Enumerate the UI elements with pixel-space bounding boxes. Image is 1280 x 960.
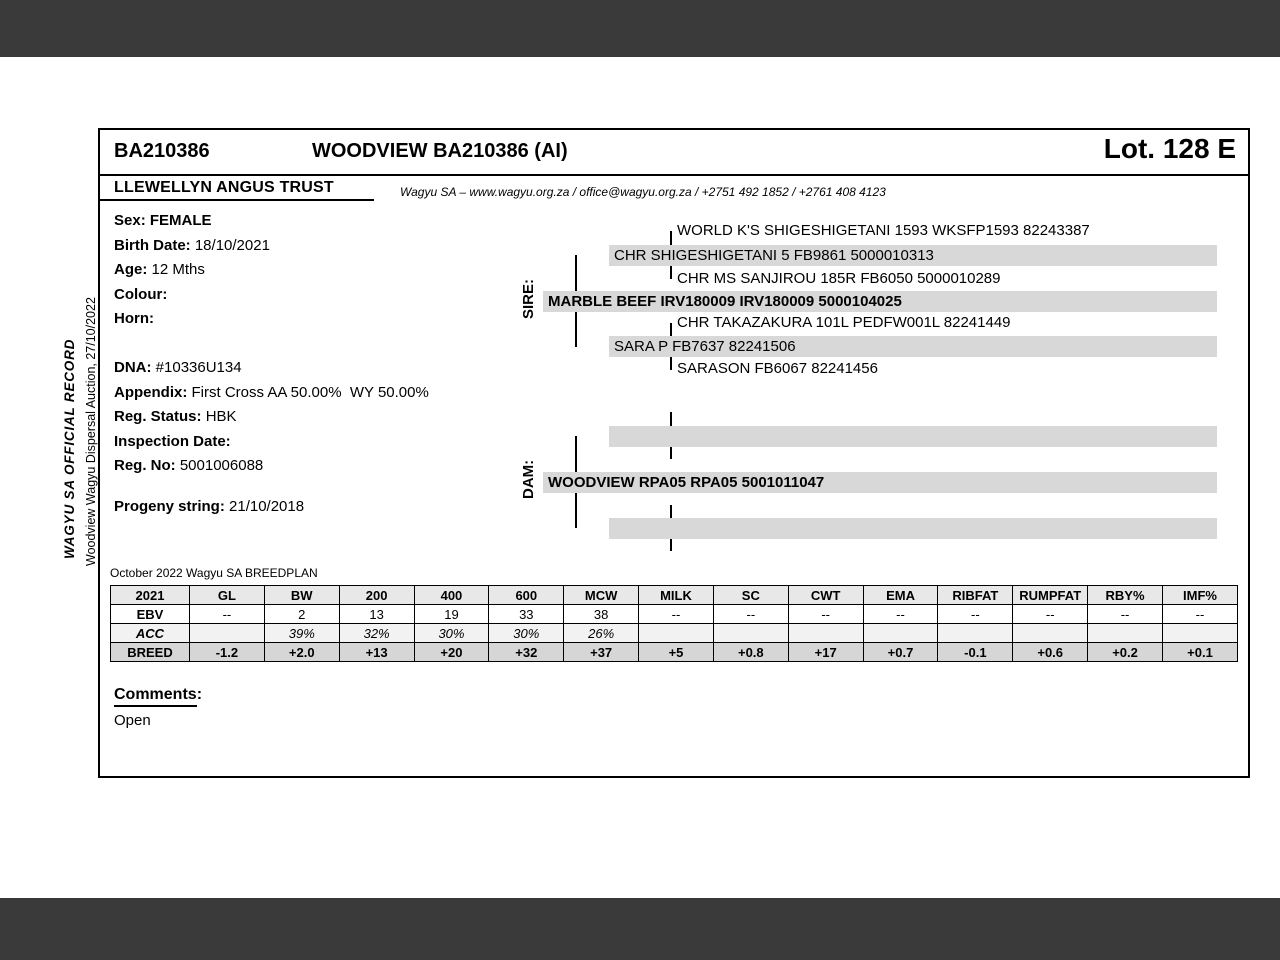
breeder-name: LLEWELLYN ANGUS TRUST (114, 179, 334, 196)
detail-label: DNA: (114, 359, 156, 376)
breedplan-column-header: RIBFAT (938, 586, 1013, 605)
sire-father-bar: CHR SHIGESHIGETANI 5 FB9861 5000010313 (609, 245, 1217, 266)
dam-mother-bar (609, 518, 1217, 539)
breedplan-row-acc (111, 624, 1238, 643)
sire-maternal-grandsire: CHR TAKAZAKURA 101L PEDFW001L 82241449 (677, 314, 1011, 331)
detail-label: Reg. Status: (114, 408, 206, 425)
breedplan-cell: 13 (339, 605, 414, 624)
sire-maternal-granddam: SARASON FB6067 82241456 (677, 360, 878, 377)
breedplan-cell (713, 624, 788, 643)
breedplan-cell: 2 (264, 605, 339, 624)
comments-heading (114, 686, 202, 707)
detail-label: Sex: (114, 212, 150, 229)
official-record-vertical-label: WAGYU SA OFFICIAL RECORD (62, 338, 77, 560)
breedplan-row-label: ACC (111, 624, 190, 643)
detail-value: FEMALE (149, 212, 212, 229)
breedplan-cell: 38 (564, 605, 639, 624)
breedplan-column-header: MCW (564, 586, 639, 605)
breedplan-cell: 32% (339, 624, 414, 643)
sire-name-bar: MARBLE BEEF IRV180009 IRV180009 5000104025 (543, 291, 1217, 312)
breedplan-cell: +2.0 (264, 643, 339, 662)
lot-number: Lot. 128 E (1103, 133, 1236, 164)
detail-label: Horn: (114, 310, 154, 327)
breedplan-cell: -1.2 (190, 643, 265, 662)
breedplan-column-header: SC (713, 586, 788, 605)
comments-value: Open (114, 712, 151, 729)
breedplan-column-header: CWT (788, 586, 863, 605)
dam-father-bar (609, 426, 1217, 447)
breedplan-cell: +5 (639, 643, 714, 662)
breedplan-column-header: 200 (339, 586, 414, 605)
breedplan-cell (1088, 624, 1163, 643)
breedplan-column-header: BW (264, 586, 339, 605)
breedplan-cell: +0.1 (1162, 643, 1237, 662)
detail-label: Age: (114, 261, 152, 278)
pedigree (100, 130, 1248, 776)
comments-section (114, 686, 202, 729)
breedplan-row-ebv (111, 605, 1238, 624)
breedplan-column-header: RUMPFAT (1013, 586, 1088, 605)
breedplan-cell: 30% (489, 624, 564, 643)
breedplan-cell: 30% (414, 624, 489, 643)
breedplan-cell: +0.7 (863, 643, 938, 662)
detail-label: Reg. No: (114, 457, 180, 474)
wagyu-contact-info: Wagyu SA – www.wagyu.org.za / office@wagyu.org.za / +2751 492 1852 / +2761 408 4123 (400, 185, 886, 199)
breedplan-cell: +17 (788, 643, 863, 662)
animal-reg-id: BA210386 (114, 140, 210, 162)
detail-label: Colour: (114, 285, 168, 303)
breedplan-cell: +0.8 (713, 643, 788, 662)
breedplan-row-breed (111, 643, 1238, 662)
breedplan-cell (190, 624, 265, 643)
detail-label: Appendix: (114, 383, 192, 401)
auction-vertical-label: Woodview Wagyu Dispersal Auction, 27/10/2022 (84, 297, 98, 567)
breedplan-cell: +32 (489, 643, 564, 662)
breedplan-cell: -- (863, 605, 938, 624)
breedplan-cell (863, 624, 938, 643)
detail-value: #10336U134 (155, 359, 242, 376)
animal-name: WOODVIEW BA210386 (AI) (312, 140, 568, 162)
breedplan-cell: -- (788, 605, 863, 624)
breedplan-cell: -- (938, 605, 1013, 624)
detail-label: Progeny string: (114, 498, 230, 515)
breedplan-column-header: GL (190, 586, 265, 605)
breedplan-cell: 19 (414, 605, 489, 624)
dam-name-bar: WOODVIEW RPA05 RPA05 5001011047 (543, 472, 1217, 493)
breedplan-column-header: 2021 (111, 586, 190, 605)
top-dark-bar (0, 0, 1280, 57)
breedplan-column-header: RBY% (1088, 586, 1163, 605)
breedplan-cell: -- (1013, 605, 1088, 624)
comments-label: Comments (114, 686, 197, 707)
breedplan-column-header: 600 (489, 586, 564, 605)
sire-paternal-grandsire: WORLD K'S SHIGESHIGETANI 1593 WKSFP1593 82243387 (677, 222, 1090, 239)
detail-value: 5001006088 (179, 457, 264, 474)
breedplan-cell: 33 (489, 605, 564, 624)
detail-value: First Cross AA 50.00% WY 50.00% (191, 383, 429, 401)
breedplan-column-header: EMA (863, 586, 938, 605)
breedplan-cell: -- (713, 605, 788, 624)
breedplan-cell (788, 624, 863, 643)
breedplan-cell: -- (190, 605, 265, 624)
breedplan-cell: +0.2 (1088, 643, 1163, 662)
detail-value: 18/10/2021 (194, 236, 270, 254)
sire-mother-bar: SARA P FB7637 82241506 (609, 336, 1217, 357)
detail-label: Birth Date: (114, 236, 195, 254)
breedplan-cell (639, 624, 714, 643)
breedplan-column-header: 400 (414, 586, 489, 605)
breedplan-cell (1013, 624, 1088, 643)
breedplan-cell: +20 (414, 643, 489, 662)
record-card (98, 128, 1250, 778)
breedplan-row-label: EBV (111, 605, 190, 624)
comments-colon: : (196, 686, 203, 703)
sire-section-label: SIRE: (520, 279, 537, 320)
detail-value: 12 Mths (151, 261, 205, 278)
breedplan-cell (1162, 624, 1237, 643)
breedplan-cell: -- (1088, 605, 1163, 624)
breedplan-cell: +13 (339, 643, 414, 662)
breedplan-cell: -- (1162, 605, 1237, 624)
breedplan-table (110, 585, 1238, 662)
breedplan-column-header: IMF% (1162, 586, 1237, 605)
detail-value: HBK (205, 408, 237, 425)
detail-value: 21/10/2018 (229, 498, 305, 515)
dam-section-label: DAM: (520, 459, 537, 499)
sire-paternal-granddam: CHR MS SANJIROU 185R FB6050 5000010289 (677, 270, 1001, 287)
breedplan-cell (938, 624, 1013, 643)
breedplan-cell: 39% (264, 624, 339, 643)
breedplan-cell: -0.1 (938, 643, 1013, 662)
breedplan-header-row (111, 586, 1238, 605)
breedplan-cell: 26% (564, 624, 639, 643)
breedplan-cell: +0.6 (1013, 643, 1088, 662)
bottom-dark-bar (0, 898, 1280, 960)
breedplan-cell: -- (639, 605, 714, 624)
breedplan-cell: +37 (564, 643, 639, 662)
detail-label: Inspection Date: (114, 432, 231, 450)
breedplan-column-header: MILK (639, 586, 714, 605)
breedplan-row-label: BREED (111, 643, 190, 662)
breedplan-caption: October 2022 Wagyu SA BREEDPLAN (110, 566, 318, 580)
